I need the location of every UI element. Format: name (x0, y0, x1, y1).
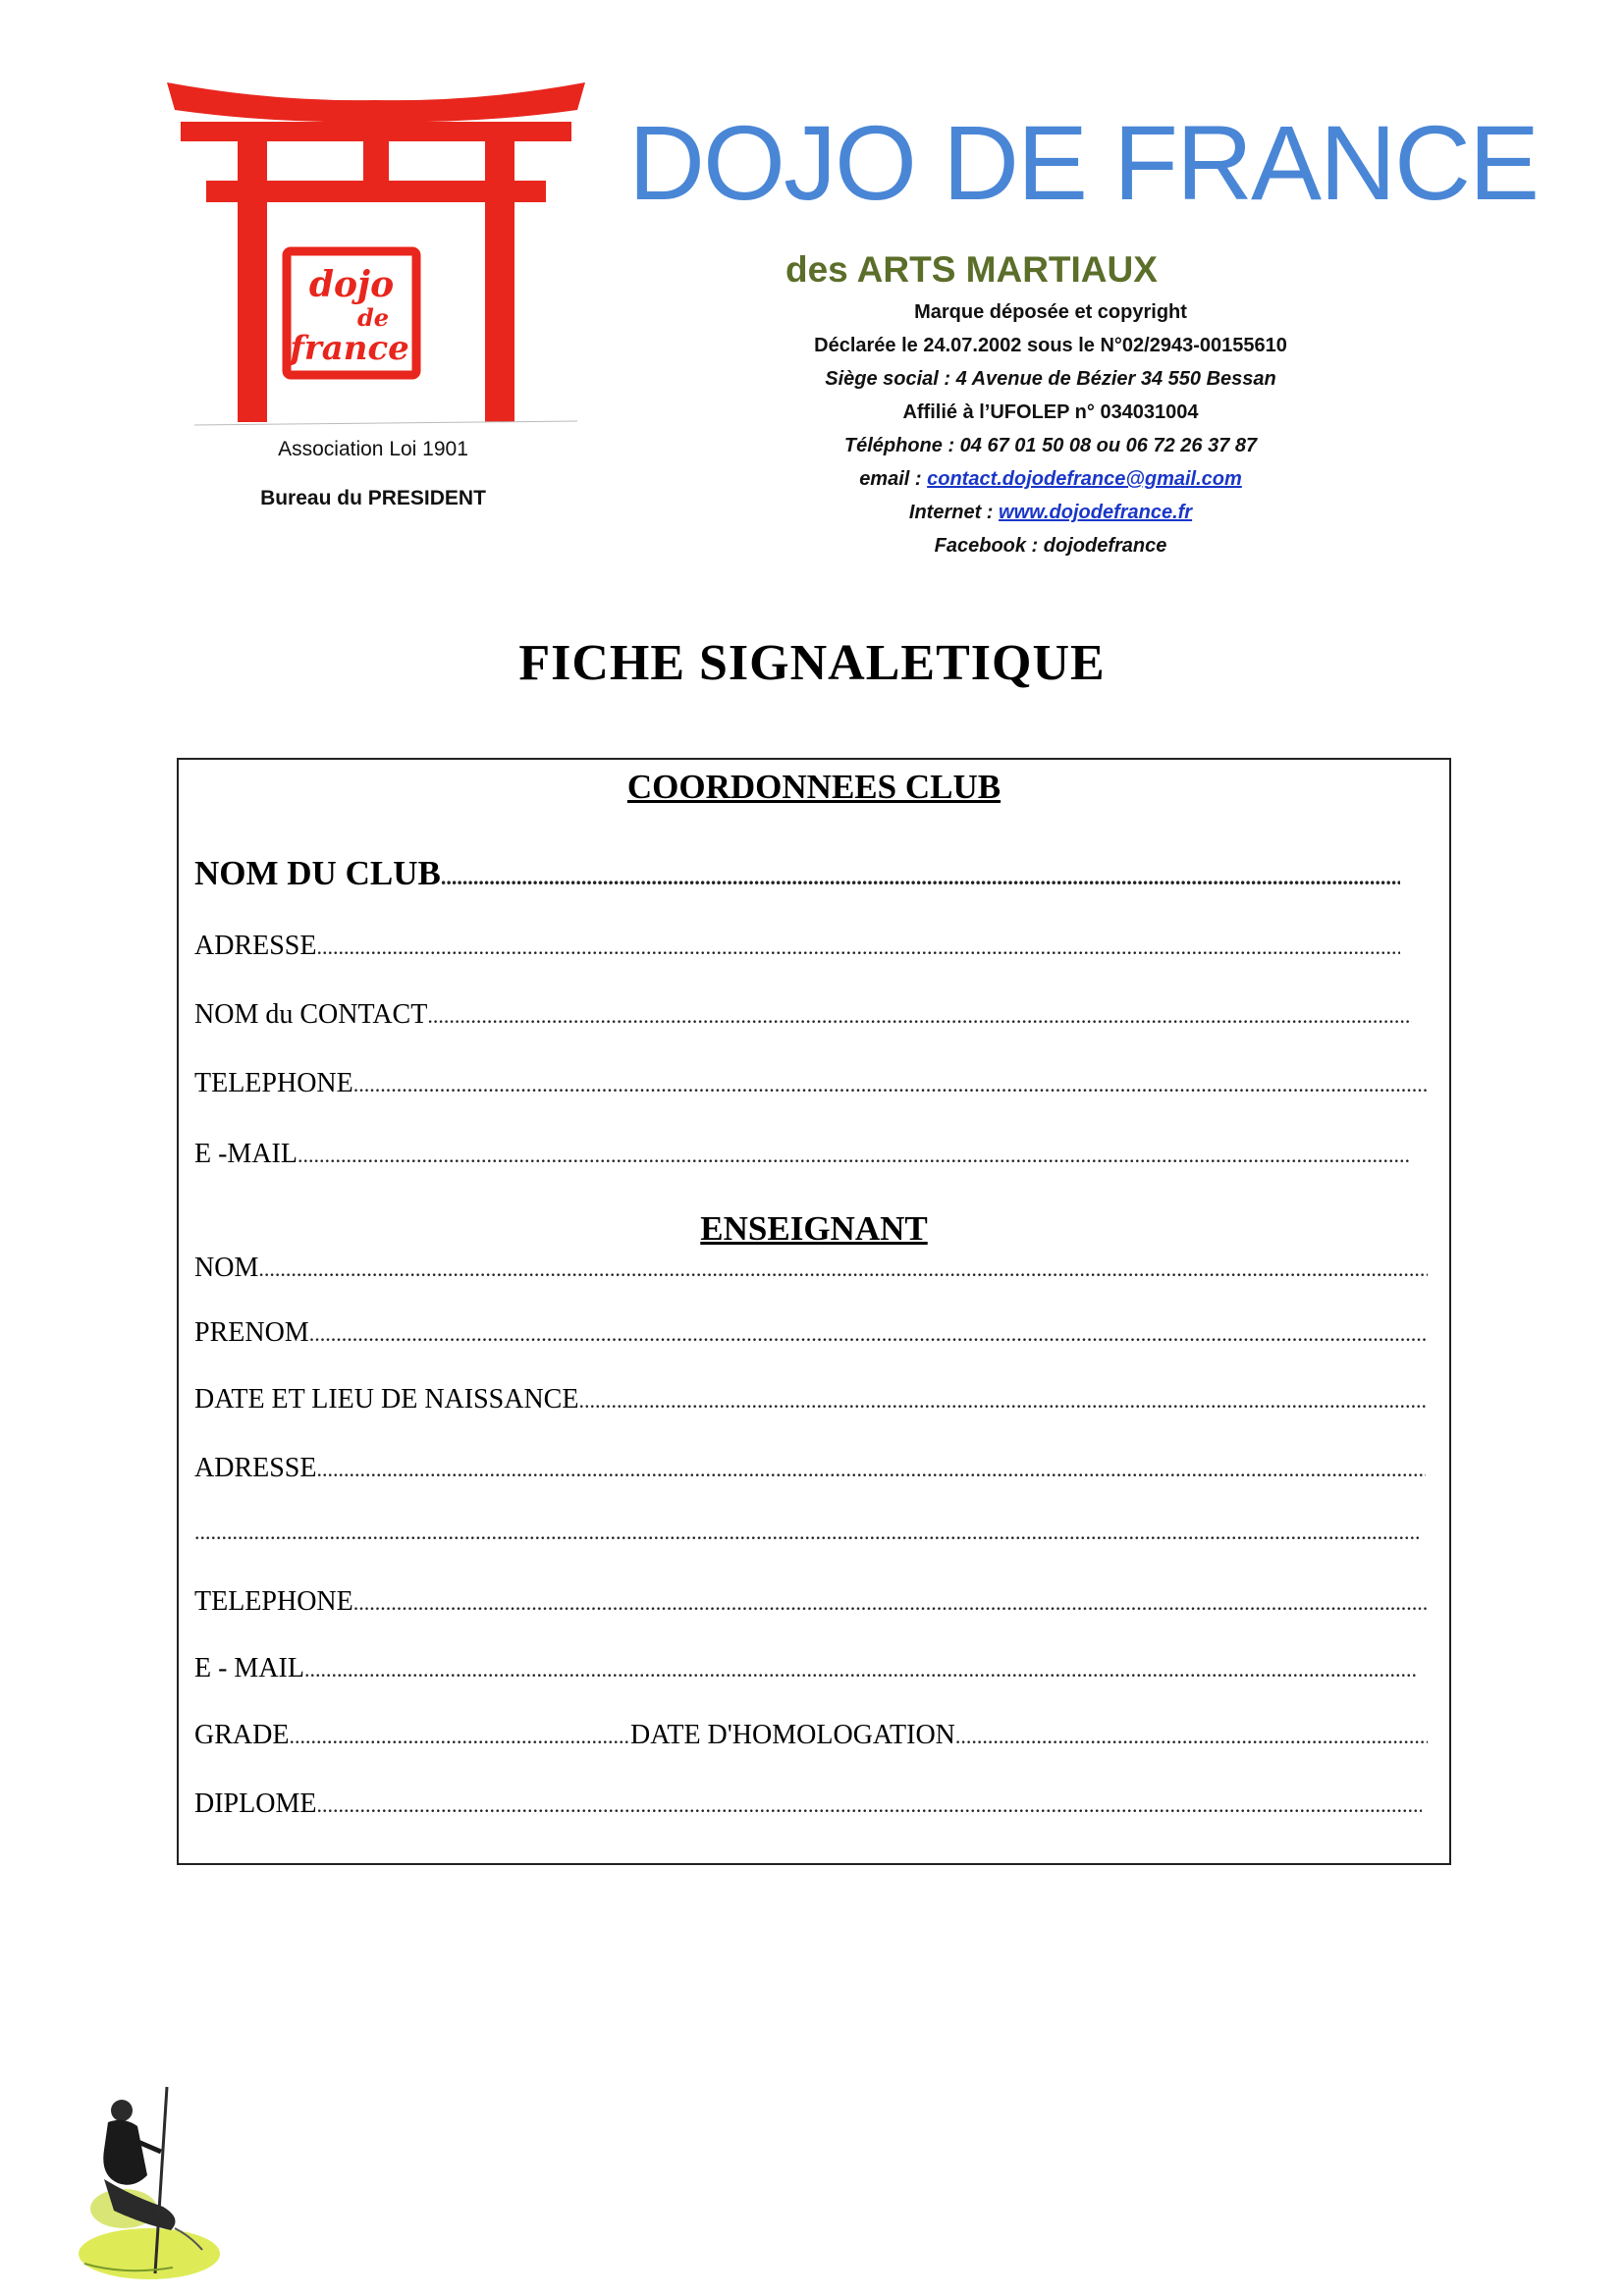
brand-subtitle: des ARTS MARTIAUX (785, 249, 1158, 290)
grade-field[interactable] (194, 1720, 630, 1751)
teacher-section-title: ENSEIGNANT (700, 1209, 928, 1248)
field-label: NOM (194, 1253, 259, 1283)
field-label: ADRESSE (194, 931, 317, 961)
field-label: GRADE (194, 1720, 290, 1750)
email-line (746, 468, 1355, 491)
declaration-line: Déclarée le 24.07.2002 sous le N°02/2943-00155610 (814, 335, 1287, 356)
phone-line: Téléphone : 04 67 01 50 08 ou 06 72 26 37 87 (843, 435, 1258, 456)
field-label: NOM du CONTACT (194, 999, 428, 1030)
field-label: DIPLOME (194, 1789, 317, 1819)
association-type: Association Loi 1901 (278, 438, 468, 460)
homologation-date-field[interactable] (630, 1720, 1428, 1751)
website-link[interactable]: www.dojodefrance.fr (999, 502, 1193, 523)
club-address-field[interactable] (194, 931, 1400, 962)
field-label: DATE ET LIEU DE NAISSANCE (194, 1384, 579, 1415)
club-section-title: COORDONNEES CLUB (626, 768, 1001, 806)
teacher-address-field[interactable] (194, 1453, 1426, 1484)
field-label: DATE D'HOMOLOGATION (630, 1720, 955, 1750)
field-label: NOM DU CLUB (194, 854, 441, 892)
logo-text-france: france (290, 329, 409, 368)
field-label: E - MAIL (194, 1653, 304, 1683)
page-title: FICHE SIGNALETIQUE (518, 635, 1106, 691)
teacher-email-field[interactable] (194, 1653, 1418, 1684)
field-label: TELEPHONE (194, 1068, 353, 1098)
birth-date-place-field[interactable] (194, 1384, 1428, 1415)
samurai-illustration-icon (65, 2081, 242, 2287)
diploma-field[interactable] (194, 1789, 1422, 1820)
contact-name-field[interactable] (194, 999, 1412, 1031)
club-phone-field[interactable] (194, 1068, 1428, 1099)
email-link[interactable]: contact.dojodefrance@gmail.com (927, 468, 1242, 490)
torii-logo-icon (165, 77, 587, 430)
field-label: TELEPHONE (194, 1586, 353, 1617)
logo-text-dojo: dojo (308, 264, 395, 305)
brand-title: DOJO DE FRANCE (628, 103, 1539, 222)
field-label: E -MAIL (194, 1139, 298, 1169)
teacher-firstname-field[interactable] (194, 1317, 1428, 1349)
field-label: ADRESSE (194, 1453, 317, 1483)
facebook-line: Facebook : dojodefrance (934, 535, 1167, 557)
internet-line (746, 502, 1355, 524)
email-label: email : (859, 468, 928, 490)
teacher-phone-field[interactable] (194, 1586, 1428, 1618)
bureau-label: Bureau du PRESIDENT (260, 487, 486, 509)
teacher-address-line2-field[interactable] (194, 1520, 1422, 1545)
teacher-lastname-field[interactable] (194, 1253, 1428, 1284)
logo-text-de: de (356, 303, 390, 332)
club-email-field[interactable] (194, 1139, 1410, 1170)
trademark-line: Marque déposée et copyright (914, 301, 1187, 323)
field-label: PRENOM (194, 1317, 309, 1348)
seat-line: Siège social : 4 Avenue de Bézier 34 550 Bessan (825, 368, 1276, 390)
affiliation-line: Affilié à l’UFOLEP n° 034031004 (902, 401, 1199, 423)
form-box (177, 758, 1451, 1865)
club-name-field[interactable] (194, 854, 1400, 893)
internet-label: Internet : (908, 502, 1000, 523)
